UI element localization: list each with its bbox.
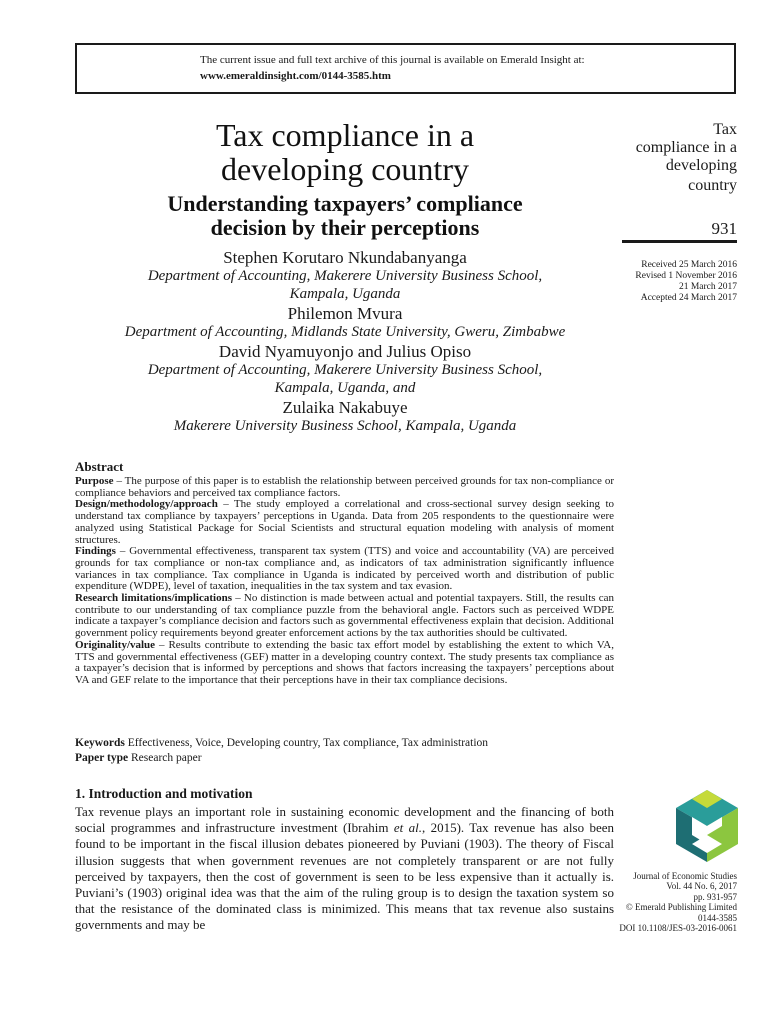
revised-date-2: 21 March 2017 [678,282,737,292]
keywords-text: Effectiveness, Voice, Developing country, Tax compliance, Tax administration [124,737,489,749]
running-head-line-4: country [688,177,737,194]
limitations-text: – No distinction is made between actual and potential taxpayers. Still, the results can contribute to our understanding of tax compliance puzzle from the behavioral angle. Factors such as perceived WDPE indicate a taxpayer’s compliance decision and factors such as governmental effectiveness explain that decision. Additional government policy requirements beyond greater enforcement actions by the tax authorities should be cultivated. [75,592,614,640]
findings-text: – Governmental effectiveness, transparent tax system (TTS) and voice and accountability (VA) are perceived grounds for tax compliance or non-tax compliance and, as indicators of tax administration significantly influence variances in tax compliance. Tax compliance in Uganda is indicated by perceived worth and distribution of public expenditure (WDPE), level of taxation, inequalities in the tax system and tax evasion. [75,545,614,593]
keywords-label: Keywords [75,737,125,749]
abstract-body [75,476,614,687]
purpose-text: – The purpose of this paper is to establish the relationship between perceived grounds for tax non-compliance or compliance behaviors and perceived tax compliance factors. [75,475,614,499]
limitations-label: Research limitations/implications [75,592,232,605]
author-1: Stephen Korutaro Nkundabanyanga [223,248,467,267]
emerald-publishing-logo [676,790,738,862]
paper-title-line-1: Tax compliance in a [215,117,475,153]
paper-type-label: Paper type [75,752,129,764]
author-2: Philemon Mvura [287,304,403,323]
affiliation-1-line-1: Department of Accounting, Makerere University Business School, [147,268,543,284]
journal-doi[interactable]: DOI 10.1108/JES-03-2016-0061 [619,923,737,934]
keywords-line [75,737,614,749]
originality-text: – Results contribute to extending the basic tax effort model by establishing the extent to which VA, TTS and governmental effectiveness (GEF) matter in a developing country context. The study presents tax compliance as a taxpayer’s decision that is informed by perceptions and shows that factors increasing the taxpayers’ perceptions about VA and GEF relate to the importance that their perceptions have in their tax compliance decisions. [75,638,614,686]
abstract-originality [75,640,614,687]
affiliation-1-line-2: Kampala, Uganda [289,286,401,302]
abstract-limitations [75,593,614,640]
paper-subtitle-line-2: decision by their perceptions [210,215,480,240]
journal-availability-notice [75,43,736,94]
intro-etal: et al. [393,820,422,836]
purpose-label: Purpose [75,475,114,487]
journal-pages: pp. 931-957 [693,891,737,902]
author-4: Zulaika Nakabuye [282,398,408,417]
originality-label: Originality/value [75,638,156,651]
paper-title-line-2: developing country [221,151,469,187]
running-head-line-3: developing [665,157,737,174]
journal-url-link[interactable]: www.emeraldinsight.com/0144-3585.htm [200,70,391,82]
paper-subtitle-line-1: Understanding taxpayers’ compliance [167,191,523,216]
page-number: 931 [711,219,737,238]
abstract-findings [75,546,614,593]
revised-date: Revised 1 November 2016 [635,271,737,281]
affiliation-3-line-2: Kampala, Uganda, and [274,380,416,396]
design-label: Design/methodology/approach [75,498,218,511]
paper-type-text: Research paper [128,752,202,764]
margin-rule [622,240,737,243]
abstract-purpose [75,476,614,499]
introduction-paragraph [75,804,614,934]
affiliation-4: Makerere University Business School, Kampala, Uganda [173,418,517,434]
notice-text: The current issue and full text archive of this journal is available on Emerald Insight at: [200,54,585,66]
design-text: – The study employed a correlational and cross-sectional survey design seeking to understand tax compliance by taxpayers’ perceptions in Uganda. Data from 205 respondents to the questionnaire were analyzed using Statistical Package for Social Scientists and structural equation modeling with analysis of moment structures. [75,498,614,546]
received-date: Received 25 March 2016 [641,260,737,270]
intro-text-2: , 2015). Tax revenue has also been found to be important in the fiscal illusion debates pioneered by Puviani (1903). The theory of Fiscal illusion suggests that when government revenues are not completely transparent or are not fully perceived by taxpayers, then the cost of government is seen to be less expensive than it actually is. Puviani’s (1903) original idea was that the aim of the ruling group is to design the taxation system so that the resistance of the dominated class is minimized. This means that tax revenue also sustains governments and may be [75,820,614,933]
journal-volume: Vol. 44 No. 6, 2017 [666,881,737,892]
accepted-date: Accepted 24 March 2017 [640,293,737,303]
journal-publisher: © Emerald Publishing Limited [625,902,737,913]
running-head-line-1: Tax [713,121,737,138]
affiliation-3-line-1: Department of Accounting, Makerere University Business School, [147,362,543,378]
affiliation-2: Department of Accounting, Midlands State University, Gweru, Zimbabwe [124,324,566,340]
section-heading-introduction: 1. Introduction and motivation [75,786,253,801]
abstract-design [75,499,614,546]
journal-info [600,871,737,933]
abstract-heading: Abstract [75,459,124,474]
intro-text-1: Tax revenue plays an important role in sustaining economic development and the financing of both social programmes and infrastructure investment (Ibrahim [75,804,614,836]
journal-name: Journal of Economic Studies [633,871,737,881]
paper-type-line [75,752,614,764]
journal-issn: 0144-3585 [698,912,737,923]
author-3: David Nyamuyonjo and Julius Opiso [218,342,472,361]
findings-label: Findings [75,545,116,558]
running-head-line-2: compliance in a [635,139,737,156]
